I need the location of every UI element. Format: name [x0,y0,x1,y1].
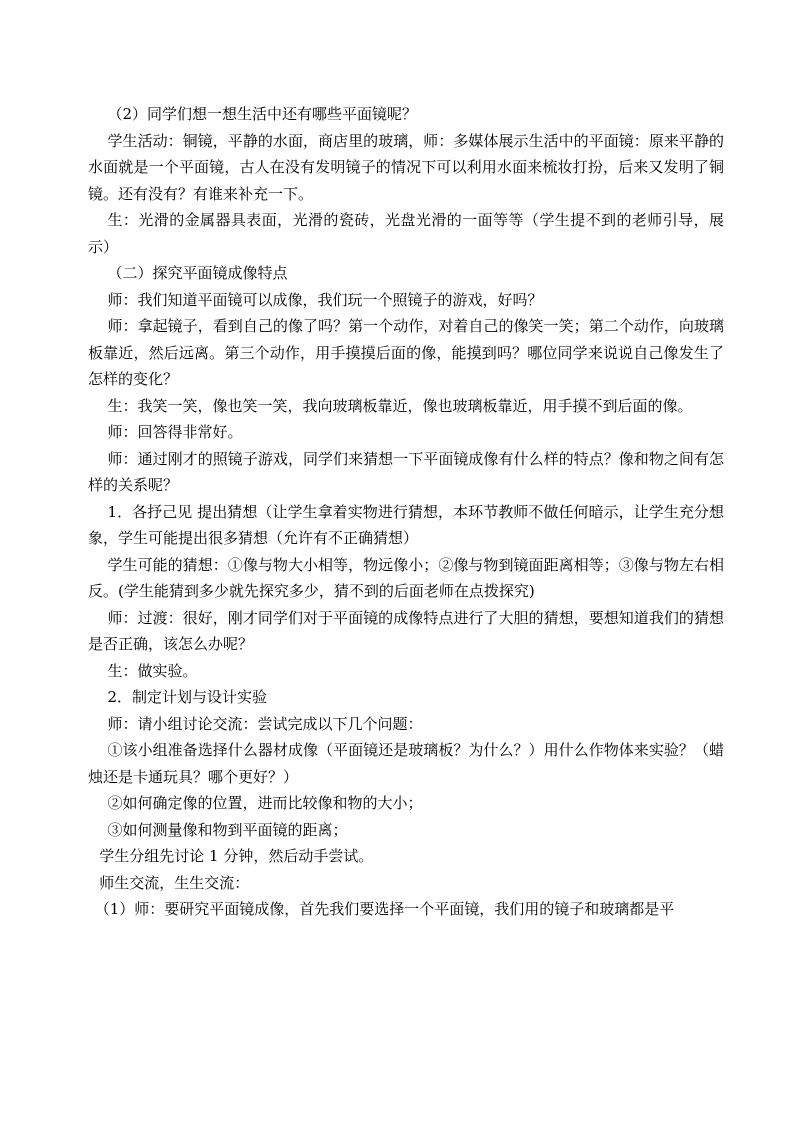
document-body [88,101,724,923]
paragraph-step-1: 1．各抒己见 提出猜想（让学生拿着实物进行猜想，本环节教师不做任何暗示，让学生充分想象，学生可能提出很多猜想（允许有不正确猜想） [88,502,724,547]
paragraph-exchange: 师生交流，生生交流： [99,873,250,892]
paragraph-teacher-praise: 师：回答得非常好。 [107,423,243,441]
paragraph-question-c: ③如何测量像和物到平面镜的距离； [107,820,348,839]
paragraph-question-b: ②如何确定像的位置，进而比较像和物的大小； [107,794,423,812]
paragraph-group-discussion: 学生分组先讨论 1 分钟，然后动手尝试。 [99,847,374,865]
paragraph-teacher-mirror: （1）师：要研究平面镜成像，首先我们要选择一个平面镜，我们用的镜子和玻璃都是平 [94,900,675,918]
paragraph-question-a: ①该小组准备选择什么器材成像（平面镜还是玻璃板？为什么？）用什么作物体来实验？（蜡烛还是卡通玩具？哪个更好？） [88,741,724,786]
section-heading-explore: （二）探究平面镜成像特点 [107,264,288,282]
paragraph-teacher-actions: 师：拿起镜子，看到自己的像了吗？第一个动作，对着自己的像笑一笑；第二个动作，向玻璃板靠近，然后远离。第三个动作，用手摸摸后面的像，能摸到吗？哪位同学来说说自己像发生了怎样的变化？ [88,317,724,388]
paragraph-question-2: （2）同学们想一想生活中还有哪些平面镜呢？ [107,105,418,123]
paragraph-student-answer: 生：光滑的金属器具表面，光滑的瓷砖，光盘光滑的一面等等（学生提不到的老师引导，展示） [88,211,724,256]
paragraph-student-activity: 学生活动：铜镜，平静的水面，商店里的玻璃，师：多媒体展示生活中的平面镜：原来平静的水面就是一个平面镜，古人在没有发明镜子的情况下可以利用水面来梳妆打扮，后来又发明了铜镜。还有没有？有谁来补充一下。 [88,131,724,203]
paragraph-step-2: 2．制定计划与设计实验 [107,688,268,706]
paragraph-student-response: 生：我笑一笑，像也笑一笑，我向玻璃板靠近，像也玻璃板靠近，用手摸不到后面的像。 [107,396,693,415]
paragraph-student-experiment: 生：做实验。 [107,661,198,680]
paragraph-teacher-transition: 师：过渡：很好，刚才同学们对于平面镜的成像特点进行了大胆的猜想，要想知道我们的猜想是否正确，该怎么办呢？ [88,608,724,653]
paragraph-teacher-game: 师：我们知道平面镜可以成像，我们玩一个照镜子的游戏，好吗？ [107,290,543,309]
paragraph-teacher-discussion: 师：请小组讨论交流：尝试完成以下几个问题： [107,714,423,733]
paragraph-teacher-guess: 师：通过刚才的照镜子游戏，同学们来猜想一下平面镜成像有什么样的特点？像和物之间有怎样的关系呢？ [88,449,724,494]
paragraph-possible-guesses: 学生可能的猜想：①像与物大小相等，物远像小；②像与物到镜面距离相等；③像与物左右相反。(学生能猜到多少就先探究多少，猜不到的后面老师在点拨探究) [88,555,724,600]
